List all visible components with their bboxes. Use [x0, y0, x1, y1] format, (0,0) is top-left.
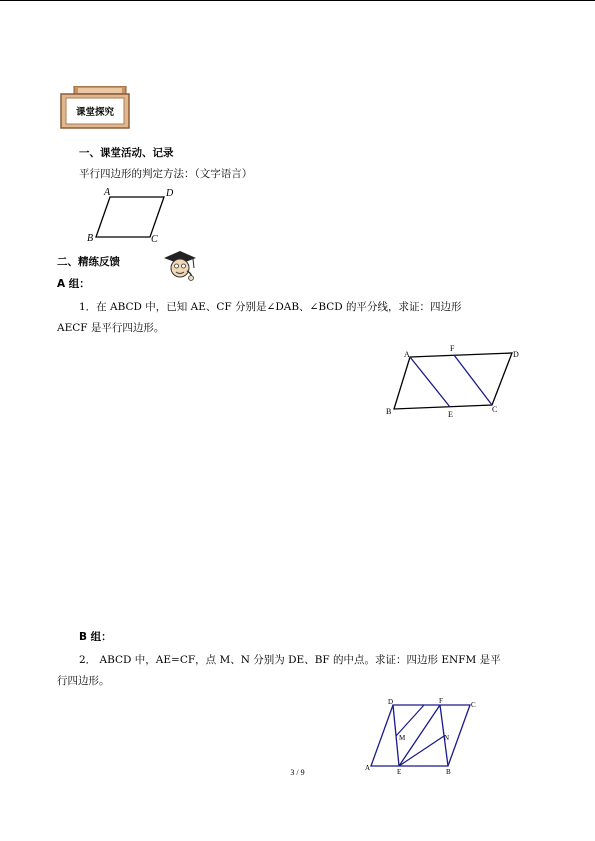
- section-badge-label: 课堂探究: [75, 107, 114, 118]
- label-c: C: [151, 234, 158, 245]
- groupB-label: B 组：: [79, 631, 112, 643]
- groupB-problem-line1: 2． ABCD 中，AE=CF，点 M、N 分别为 DE、BF 的中点。求证：四边形 ENFM 是平: [79, 654, 501, 666]
- page-number: 3 / 9: [290, 768, 305, 777]
- label-a: A: [365, 764, 371, 772]
- section1-prompt: 平行四边形的判定方法：（文字语言）: [79, 168, 253, 180]
- label-d: D: [388, 698, 394, 706]
- groupA-problem-line1: 1．在 ABCD 中，已知 AE、CF 分别是∠DAB、∠BCD 的平分线，求证：四边形: [79, 301, 462, 313]
- label-d: D: [166, 188, 174, 199]
- label-f: F: [450, 344, 455, 353]
- label-e: E: [397, 768, 402, 776]
- groupB-problem-line2: 行四边形。: [57, 675, 110, 687]
- section1-heading: 一、课堂活动、记录: [79, 147, 174, 159]
- parallelogram-figure: [84, 185, 194, 245]
- label-b: B: [386, 407, 392, 416]
- label-m: M: [399, 734, 406, 742]
- thinking-student-icon: [160, 248, 200, 282]
- groupA-label: A 组：: [57, 278, 90, 290]
- section2-heading: 二、精练反馈: [57, 256, 120, 268]
- label-n: N: [444, 734, 450, 742]
- groupB-figure: [362, 696, 492, 776]
- label-f: F: [439, 697, 443, 705]
- label-e: E: [448, 410, 453, 419]
- groupA-figure: [382, 342, 532, 427]
- label-b: B: [446, 768, 451, 776]
- label-d: D: [513, 350, 519, 359]
- label-a: A: [104, 187, 111, 198]
- header-rule: [0, 0, 595, 1]
- label-c: C: [492, 405, 498, 414]
- label-a: A: [404, 350, 410, 359]
- label-b: B: [87, 233, 94, 244]
- groupA-problem-line2: AECF 是平行四边形。: [57, 322, 165, 334]
- label-c: C: [471, 701, 476, 709]
